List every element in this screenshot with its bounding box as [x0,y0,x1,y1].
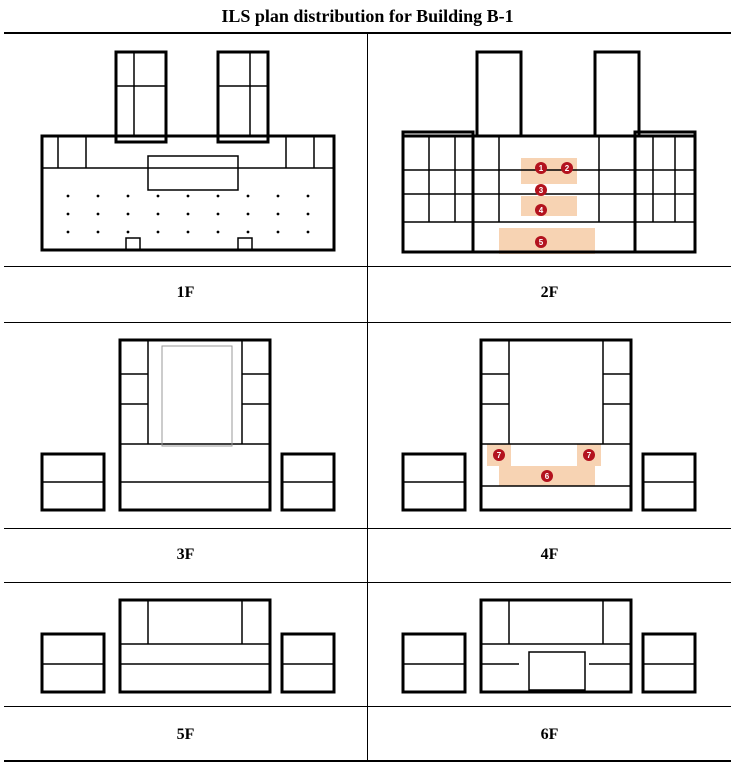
floor-label-6f: 6F [540,726,559,743]
floor-plan-6f [399,594,699,699]
marker-label: 6 [544,472,550,481]
floor-plan-3f [38,334,338,519]
floor-label-1f: 1F [176,284,195,301]
floor-label-3f: 3F [176,546,195,563]
floor-plan-4f [399,334,699,519]
marker-label: 7 [496,451,502,460]
marker-label: 7 [586,451,592,460]
marker-label: 5 [538,238,544,247]
figure-title: ILS plan distribution for Building B-1 [221,6,514,26]
marker-label: 2 [564,164,570,173]
highlight-zone [499,228,595,254]
floor-label-4f: 4F [540,546,559,563]
row-divider [4,528,731,529]
highlight-zone [521,196,577,216]
plan-grid [4,32,731,762]
column-divider [367,34,368,760]
row-divider [4,266,731,267]
floor-plan-1f [38,46,338,256]
floor-plan-2f [399,46,699,256]
row-divider [4,706,731,707]
marker-label: 1 [538,164,544,173]
floor-plan-5f [38,594,338,699]
marker-label: 4 [538,206,544,215]
floor-label-2f: 2F [540,284,559,301]
floor-label-5f: 5F [176,726,195,743]
marker-label: 3 [538,186,544,195]
row-divider [4,582,731,583]
row-divider [4,322,731,323]
